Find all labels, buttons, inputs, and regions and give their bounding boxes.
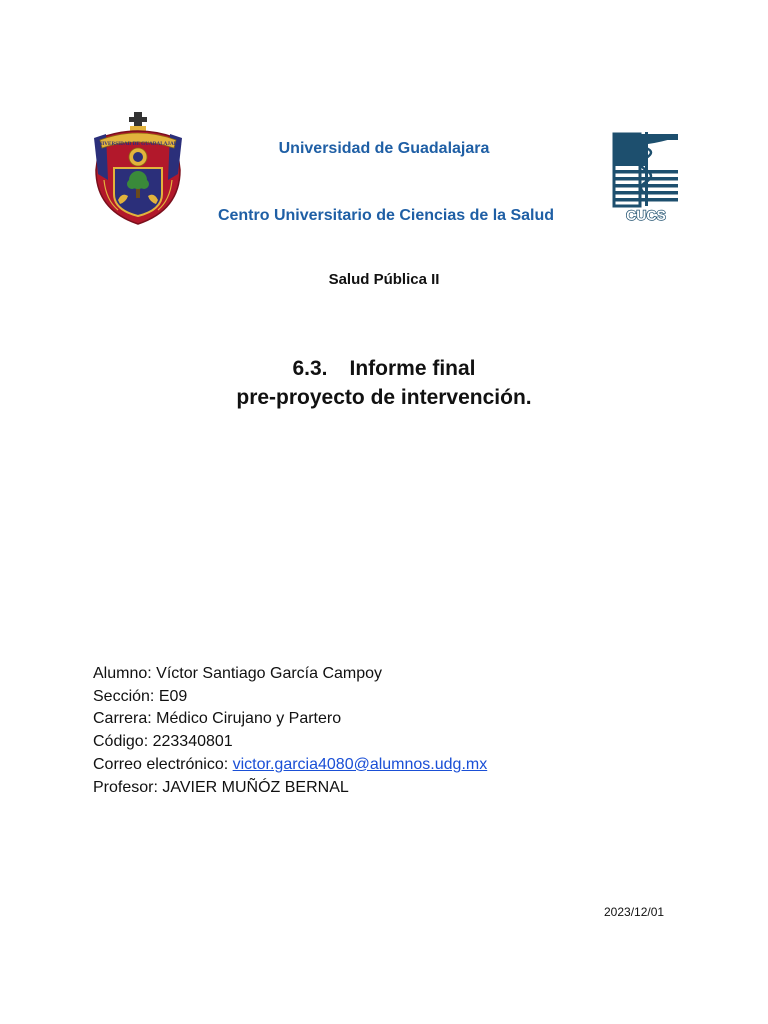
student-info (93, 663, 487, 799)
email-link[interactable]: victor.garcia4080@alumnos.udg.mx (232, 755, 488, 773)
alumno-label: Alumno: (93, 665, 152, 682)
alumno-value: Víctor Santiago García Campoy (156, 665, 383, 682)
correo-row (93, 754, 487, 777)
alumno-row (93, 663, 487, 686)
codigo-label: Código: (93, 733, 149, 751)
profesor-label: Profesor: (93, 778, 158, 796)
correo-label: Correo electrónico: (93, 755, 229, 773)
seccion-value: E09 (158, 687, 188, 705)
report-title (0, 354, 768, 412)
carrera-value: Médico Cirujano y Partero (156, 710, 342, 728)
profesor-row (93, 777, 487, 800)
report-number: 6.3. (292, 357, 328, 380)
course-title: Salud Pública II (328, 271, 440, 288)
university-title: Universidad de Guadalajara (278, 140, 490, 157)
codigo-value: 223340801 (152, 733, 233, 751)
report-title-main: Informe final (349, 357, 476, 380)
center-title: Centro Universitario de Ciencias de la Salud (217, 207, 555, 224)
report-title-line1 (0, 354, 768, 383)
cucs-logo-text: CUCS (626, 207, 666, 223)
seccion-row (93, 686, 487, 709)
carrera-row (93, 708, 487, 731)
profesor-value: JAVIER MUÑÓZ BERNAL (162, 778, 349, 796)
codigo-row (93, 731, 487, 754)
document-date: 2023/12/01 (604, 905, 665, 919)
carrera-label: Carrera: (93, 710, 152, 728)
udg-logo-banner-text: UNIVERSIDAD DE GUADALAJARA (94, 141, 182, 147)
seccion-label: Sección: (93, 687, 155, 705)
report-title-line2: pre-proyecto de intervención. (236, 386, 532, 409)
